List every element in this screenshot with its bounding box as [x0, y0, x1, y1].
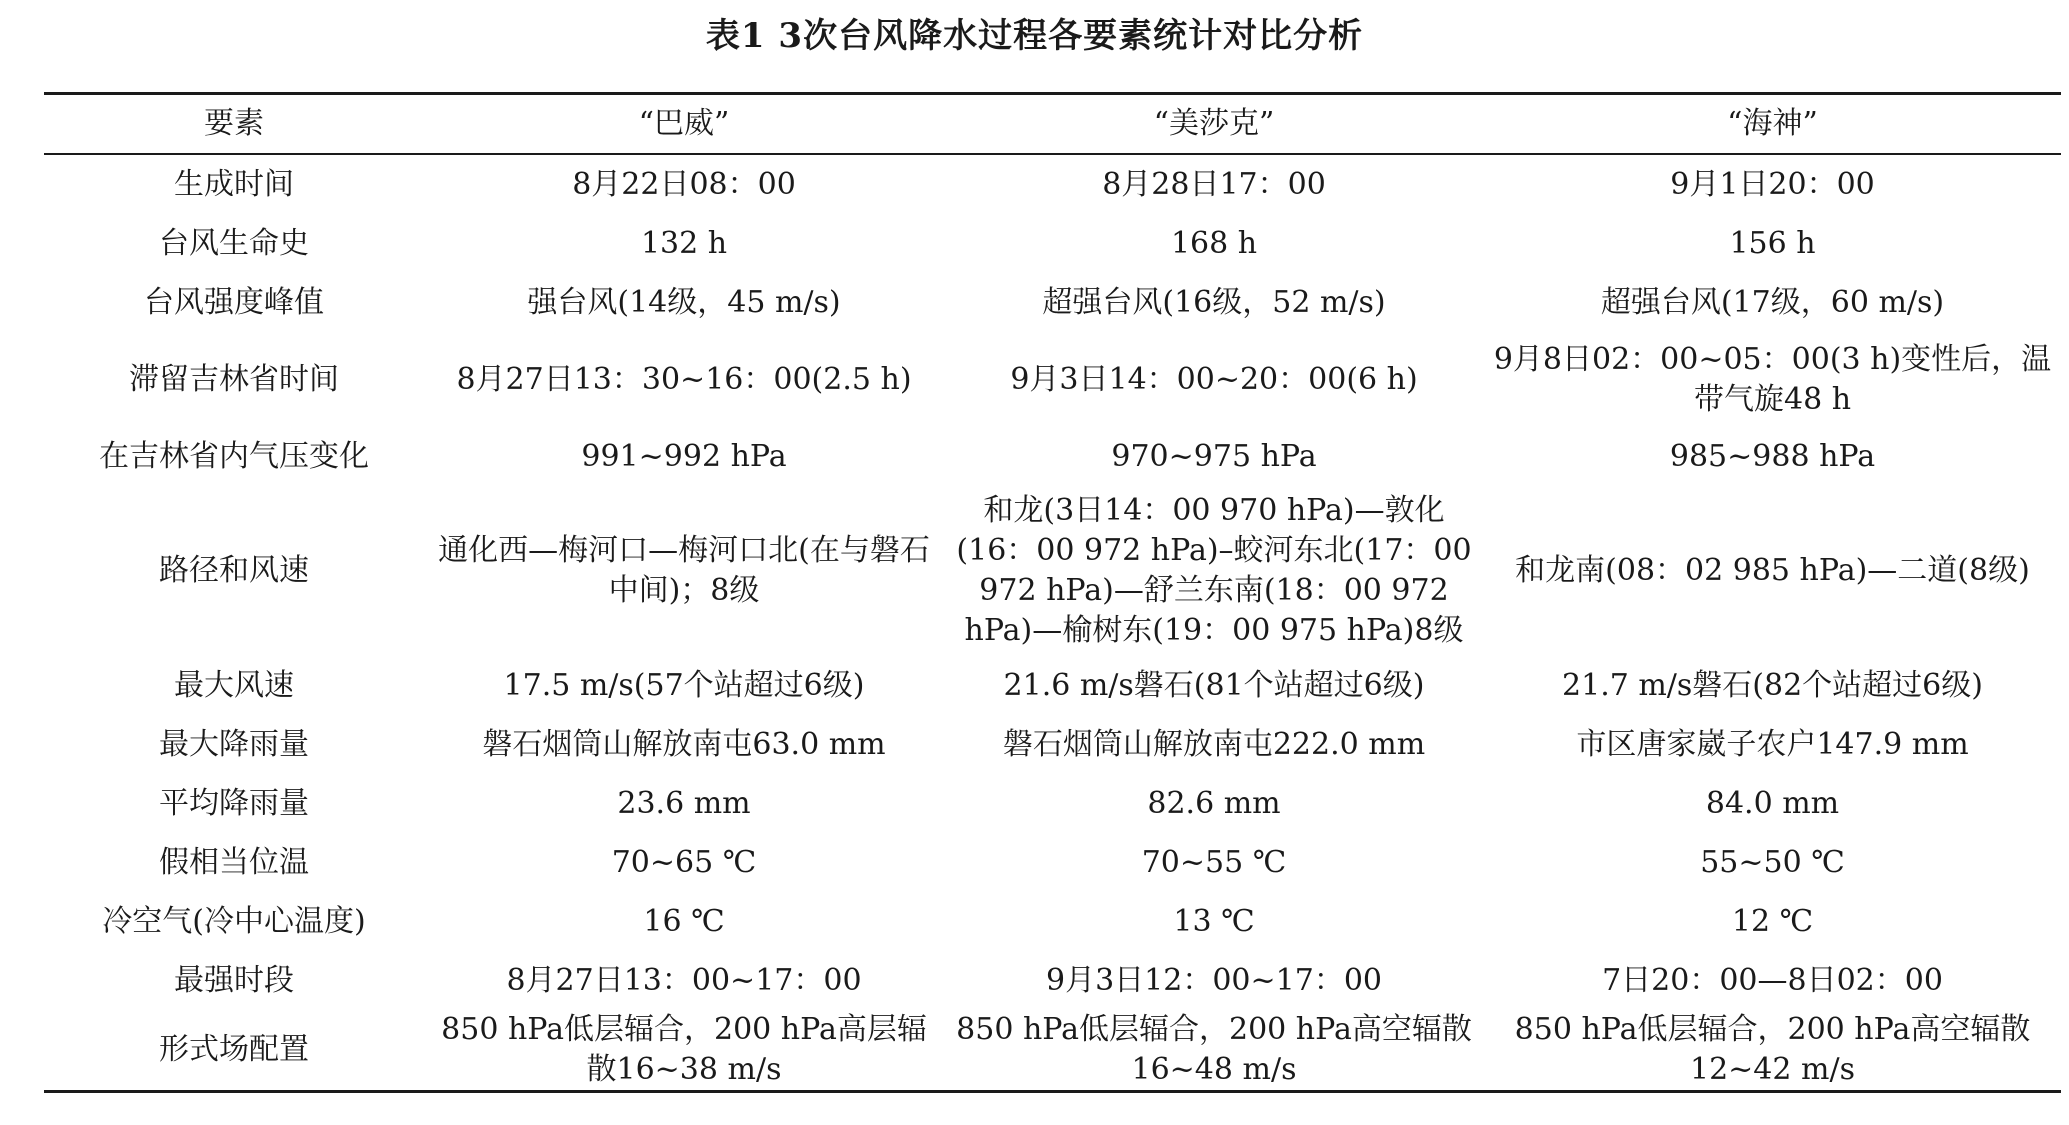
table-row [44, 427, 2061, 486]
row-label: 生成时间 [174, 166, 294, 202]
table-cell: 84.0 mm [1705, 785, 1840, 821]
table-cell: 16 ℃ [643, 903, 725, 939]
table-header-row [44, 94, 2061, 155]
table-title: 表1 3次台风降水过程各要素统计对比分析 [705, 16, 1364, 56]
table-row [44, 833, 2061, 892]
table-cell: 9月3日12：00~17：00 [1045, 962, 1382, 998]
table-cell: 9月3日14：00~20：00(6 h) [1010, 361, 1418, 397]
table-cell: 磐石烟筒山解放南屯222.0 mm [1002, 726, 1426, 762]
table-cell: 8月27日13：00~17：00 [506, 962, 862, 998]
header-haishen: “海神” [1727, 106, 1818, 141]
table-cell: 70~55 ℃ [1141, 844, 1287, 880]
row-label: 路径和风速 [159, 553, 309, 588]
row-label: 平均降雨量 [159, 785, 309, 821]
table-cell: 970~975 hPa [1111, 438, 1317, 474]
header-element: 要素 [204, 106, 264, 141]
table-cell: 9月1日20：00 [1670, 166, 1875, 202]
table-cell: 850 hPa低层辐合，200 hPa高空辐散12~42 m/s [1514, 1012, 2031, 1087]
row-label: 冷空气(冷中心温度) [102, 903, 366, 939]
row-label: 最大风速 [174, 667, 294, 703]
table-cell: 磐石烟筒山解放南屯63.0 mm [482, 726, 886, 762]
row-label: 台风强度峰值 [144, 284, 324, 320]
table-cell: 13 ℃ [1173, 903, 1255, 939]
table-cell: 21.6 m/s磐石(81个站超过6级) [1003, 667, 1425, 703]
table-row [44, 715, 2061, 774]
table-cell: 991~992 hPa [581, 438, 787, 474]
table-cell: 强台风(14级，45 m/s) [527, 284, 841, 320]
row-label: 假相当位温 [159, 844, 309, 880]
table-cell: 市区唐家崴子农户147.9 mm [1576, 726, 1969, 762]
table-row [44, 656, 2061, 715]
table-row [44, 486, 2061, 656]
table-cell: 985~988 hPa [1669, 438, 1876, 474]
table-cell: 8月27日13：30~16：00(2.5 h) [456, 361, 912, 397]
table-cell: 850 hPa低层辐合，200 hPa高层辐散16~38 m/s [441, 1012, 927, 1087]
comparison-table-container [44, 92, 2061, 1093]
table-cell: 17.5 m/s(57个站超过6级) [503, 667, 865, 703]
table-cell: 55~50 ℃ [1700, 844, 1845, 880]
table-cell: 156 h [1729, 225, 1816, 261]
header-bavi: “巴威” [638, 106, 730, 141]
row-label: 形式场配置 [159, 1032, 309, 1067]
table-cell: 850 hPa低层辐合，200 hPa高空辐散16~48 m/s [956, 1012, 1472, 1087]
table-cell: 和龙南(08：02 985 hPa)—二道(8级) [1515, 553, 2030, 588]
table-cell: 12 ℃ [1731, 903, 1814, 939]
table-row [44, 892, 2061, 951]
table-row [44, 1010, 2061, 1092]
table-cell: 和龙(3日14：00 970 hPa)—敦化(16：00 972 hPa)–蛟河东北(17：00 972 hPa)—舒兰东南(18：00 972 hPa)—榆树东(19：00 975 hPa)8级 [956, 493, 1472, 648]
table-cell: 132 h [640, 225, 728, 261]
row-label: 最强时段 [174, 962, 294, 998]
table-cell: 8月28日17：00 [1102, 166, 1326, 202]
table-row [44, 774, 2061, 833]
row-label: 最大降雨量 [159, 726, 309, 762]
table-cell: 7日20：00—8日02：00 [1602, 962, 1943, 998]
table-cell: 70~65 ℃ [611, 844, 757, 880]
table-cell: 21.7 m/s磐石(82个站超过6级) [1562, 667, 1983, 703]
table-row [44, 332, 2061, 427]
table-row [44, 154, 2061, 214]
table-row [44, 951, 2061, 1010]
table-cell: 82.6 mm [1147, 785, 1281, 821]
header-maysak: “美莎克” [1153, 106, 1275, 141]
row-label: 在吉林省内气压变化 [99, 438, 369, 474]
table-cell: 8月22日08：00 [572, 166, 796, 202]
table-row [44, 214, 2061, 273]
table-cell: 超强台风(16级，52 m/s) [1042, 284, 1386, 320]
table-row [44, 273, 2061, 332]
table-cell: 9月8日02：00~05：00(3 h)变性后，温带气旋48 h [1493, 341, 2052, 417]
row-label: 滞留吉林省时间 [129, 361, 339, 397]
row-label: 台风生命史 [159, 225, 309, 261]
table-cell: 23.6 mm [617, 785, 751, 821]
typhoon-comparison-table [44, 92, 2061, 1093]
table-cell: 通化西—梅河口—梅河口北(在与磐石中间)；8级 [438, 533, 930, 608]
table-cell: 168 h [1170, 225, 1258, 261]
table-cell: 超强台风(17级，60 m/s) [1600, 284, 1945, 320]
